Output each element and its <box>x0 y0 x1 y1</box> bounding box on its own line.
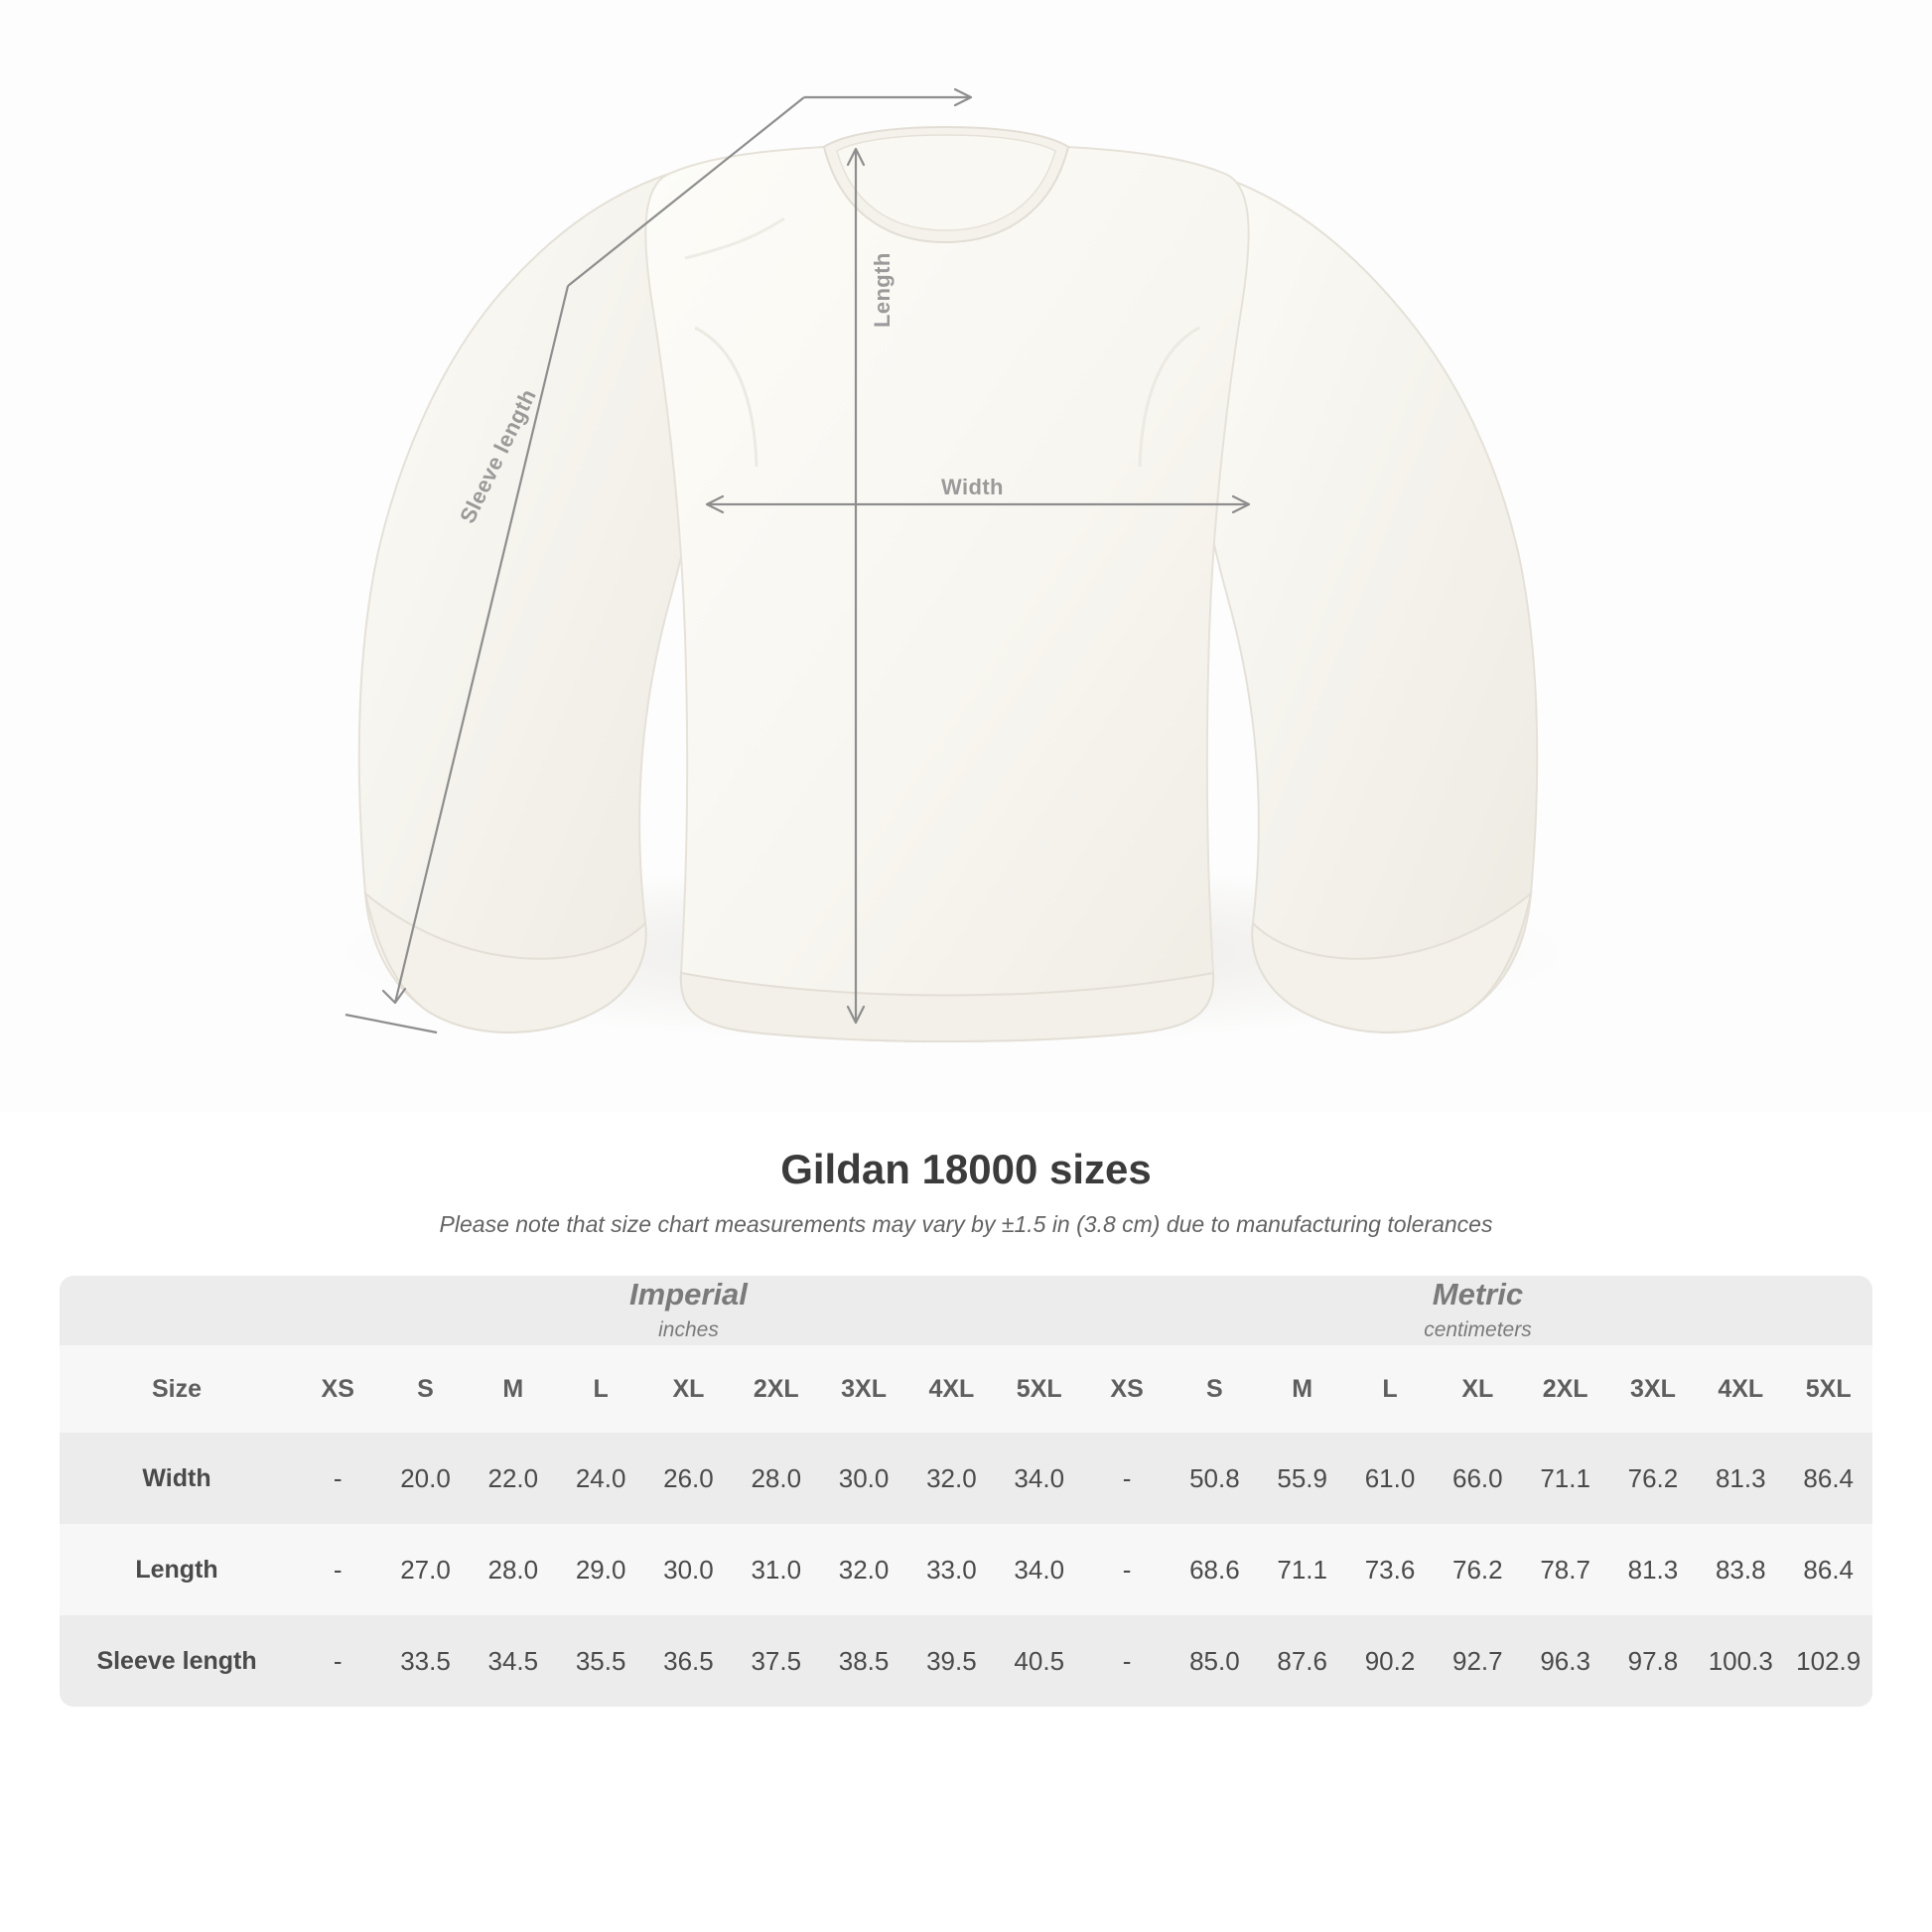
cell-sleeve-7: 39.5 <box>907 1615 995 1707</box>
row-label-length: Length <box>60 1524 294 1615</box>
cell-width-12: 61.0 <box>1346 1433 1434 1524</box>
unit-imperial-sub: inches <box>658 1317 719 1341</box>
header-size: Size <box>60 1345 294 1433</box>
cell-sleeve-10: 85.0 <box>1171 1615 1258 1707</box>
table-row <box>60 1615 1872 1707</box>
cell-width-13: 66.0 <box>1434 1433 1521 1524</box>
header-col-4: XL <box>644 1345 732 1433</box>
cell-sleeve-0: - <box>294 1615 381 1707</box>
title-block <box>0 1146 1932 1238</box>
cell-sleeve-8: 40.5 <box>996 1615 1083 1707</box>
header-col-9: XS <box>1083 1345 1171 1433</box>
cell-sleeve-14: 96.3 <box>1521 1615 1608 1707</box>
cell-length-17: 86.4 <box>1784 1524 1872 1615</box>
cell-sleeve-1: 33.5 <box>381 1615 469 1707</box>
unit-group-row <box>60 1276 1872 1345</box>
cell-width-8: 34.0 <box>996 1433 1083 1524</box>
header-col-7: 4XL <box>907 1345 995 1433</box>
cell-sleeve-15: 97.8 <box>1609 1615 1697 1707</box>
cell-width-5: 28.0 <box>733 1433 820 1524</box>
cell-width-7: 32.0 <box>907 1433 995 1524</box>
page-title: Gildan 18000 sizes <box>780 1146 1152 1192</box>
cell-width-16: 81.3 <box>1697 1433 1784 1524</box>
header-col-0: XS <box>294 1345 381 1433</box>
size-table <box>60 1276 1872 1707</box>
cell-length-12: 73.6 <box>1346 1524 1434 1615</box>
cell-sleeve-13: 92.7 <box>1434 1615 1521 1707</box>
table-row <box>60 1433 1872 1524</box>
header-col-2: M <box>470 1345 557 1433</box>
header-col-3: L <box>557 1345 644 1433</box>
header-col-15: 3XL <box>1609 1345 1697 1433</box>
cell-width-15: 76.2 <box>1609 1433 1697 1524</box>
cell-length-15: 81.3 <box>1609 1524 1697 1615</box>
header-col-8: 5XL <box>996 1345 1083 1433</box>
cell-width-17: 86.4 <box>1784 1433 1872 1524</box>
cell-length-2: 28.0 <box>470 1524 557 1615</box>
cell-length-4: 30.0 <box>644 1524 732 1615</box>
cell-width-14: 71.1 <box>1521 1433 1608 1524</box>
cell-width-9: - <box>1083 1433 1171 1524</box>
table-header-row <box>60 1345 1872 1433</box>
row-label-sleeve-length: Sleeve length <box>60 1615 294 1707</box>
tolerance-note: Please note that size chart measurements may vary by ±1.5 in (3.8 cm) due to manufacturing tolerances <box>439 1211 1493 1237</box>
sleeve-length-label: Sleeve length <box>455 384 541 527</box>
unit-group-imperial <box>294 1276 1083 1345</box>
cell-length-6: 32.0 <box>820 1524 907 1615</box>
header-col-14: 2XL <box>1521 1345 1608 1433</box>
unit-group-metric <box>1083 1276 1872 1345</box>
cell-length-10: 68.6 <box>1171 1524 1258 1615</box>
width-label: Width <box>941 475 1004 499</box>
cell-length-16: 83.8 <box>1697 1524 1784 1615</box>
cell-length-7: 33.0 <box>907 1524 995 1615</box>
row-label-width: Width <box>60 1433 294 1524</box>
cell-width-3: 24.0 <box>557 1433 644 1524</box>
header-col-6: 3XL <box>820 1345 907 1433</box>
cell-sleeve-4: 36.5 <box>644 1615 732 1707</box>
cell-width-4: 26.0 <box>644 1433 732 1524</box>
unit-group-spacer <box>60 1276 294 1345</box>
table-row <box>60 1524 1872 1615</box>
header-col-10: S <box>1171 1345 1258 1433</box>
cell-sleeve-6: 38.5 <box>820 1615 907 1707</box>
cell-length-1: 27.0 <box>381 1524 469 1615</box>
cell-width-11: 55.9 <box>1259 1433 1346 1524</box>
cell-length-8: 34.0 <box>996 1524 1083 1615</box>
cell-sleeve-16: 100.3 <box>1697 1615 1784 1707</box>
header-col-12: L <box>1346 1345 1434 1433</box>
length-label: Length <box>870 252 895 328</box>
header-col-11: M <box>1259 1345 1346 1433</box>
cell-width-6: 30.0 <box>820 1433 907 1524</box>
cell-length-5: 31.0 <box>733 1524 820 1615</box>
header-col-13: XL <box>1434 1345 1521 1433</box>
cell-sleeve-9: - <box>1083 1615 1171 1707</box>
header-col-16: 4XL <box>1697 1345 1784 1433</box>
header-col-5: 2XL <box>733 1345 820 1433</box>
unit-imperial-name: Imperial <box>629 1277 748 1311</box>
cell-width-1: 20.0 <box>381 1433 469 1524</box>
cell-sleeve-5: 37.5 <box>733 1615 820 1707</box>
cell-length-11: 71.1 <box>1259 1524 1346 1615</box>
unit-metric-name: Metric <box>1432 1277 1524 1311</box>
header-col-17: 5XL <box>1784 1345 1872 1433</box>
unit-metric-sub: centimeters <box>1424 1317 1532 1341</box>
cell-width-0: - <box>294 1433 381 1524</box>
cell-sleeve-3: 35.5 <box>557 1615 644 1707</box>
cell-length-9: - <box>1083 1524 1171 1615</box>
cell-sleeve-17: 102.9 <box>1784 1615 1872 1707</box>
cell-sleeve-12: 90.2 <box>1346 1615 1434 1707</box>
cell-sleeve-11: 87.6 <box>1259 1615 1346 1707</box>
header-col-1: S <box>381 1345 469 1433</box>
cell-width-10: 50.8 <box>1171 1433 1258 1524</box>
cell-width-2: 22.0 <box>470 1433 557 1524</box>
size-table-wrapper <box>60 1276 1872 1707</box>
cell-length-0: - <box>294 1524 381 1615</box>
cell-length-13: 76.2 <box>1434 1524 1521 1615</box>
cell-length-3: 29.0 <box>557 1524 644 1615</box>
cell-sleeve-2: 34.5 <box>470 1615 557 1707</box>
cell-length-14: 78.7 <box>1521 1524 1608 1615</box>
